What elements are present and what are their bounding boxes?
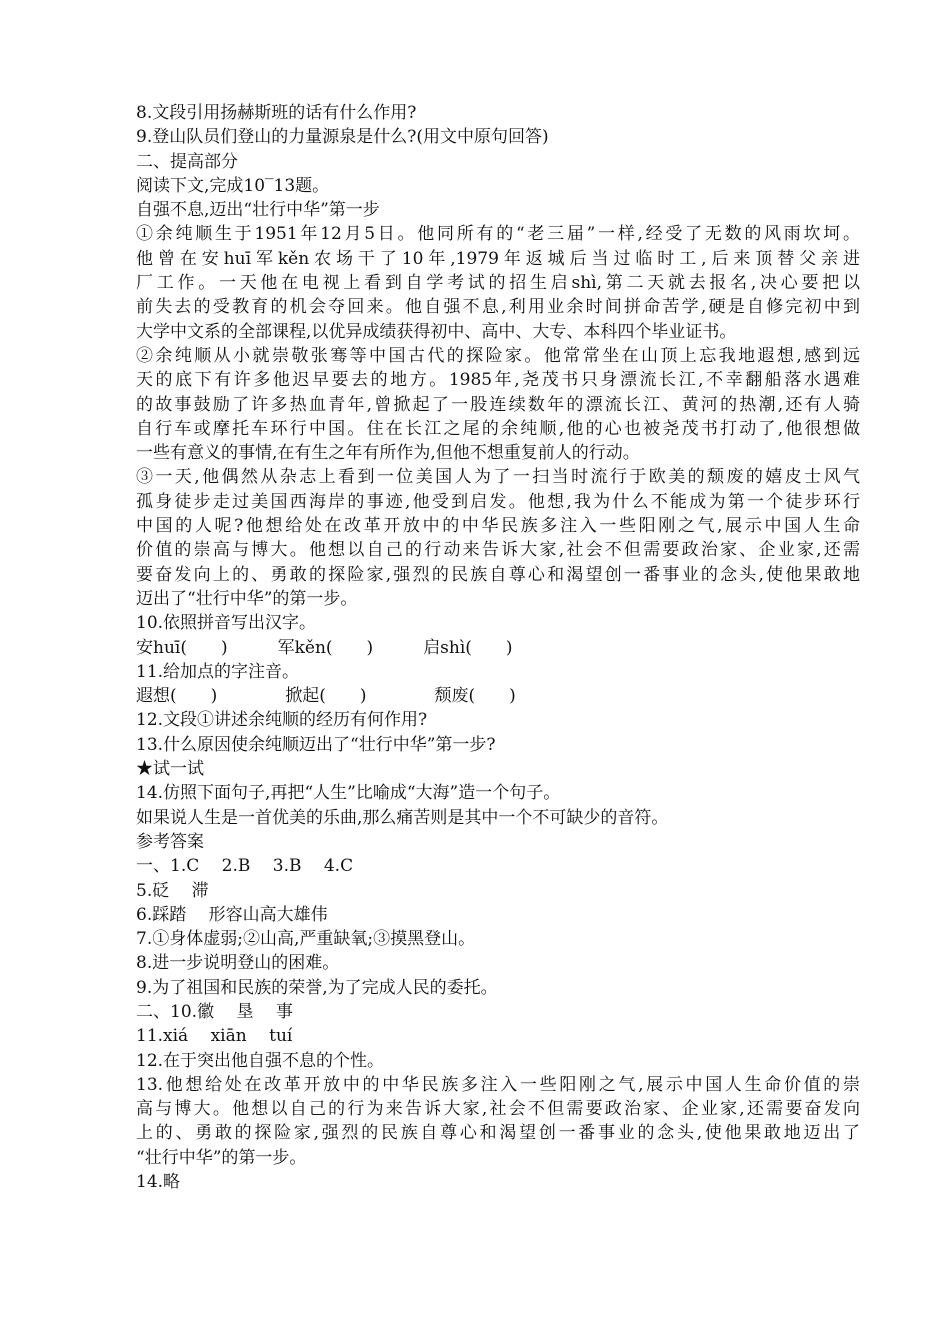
pinyin-item-shi: 启shì( ) [423,637,513,658]
paragraph-line: ②余纯顺从小就崇敬张骞等中国古代的探险家。他常常坐在山顶上忘我地遐想,感到远 [136,345,860,366]
document-content [136,101,860,1194]
answer-13 [136,1073,860,1170]
answer-5: 5.砭 滞 [136,880,209,901]
question-11-items [136,684,860,708]
article-paragraph-2 [136,344,860,465]
paragraph-line: ③一天,他偶然从杂志上看到一位美国人为了一扫当时流行于欧美的颓废的嬉皮士风气 [136,467,860,488]
answer-line: 13.他想给处在改革开放中的中华民族多注入一些阳刚之气,展示中国人生命价值的崇 [136,1074,860,1095]
question-12: 12.文段①讲述余纯顺的经历有何作用? [136,710,428,731]
paragraph-line: 他曾在安huī军kěn农场干了10年,1979年返城后当过临时工,后来顶替父亲进 [136,248,860,269]
question-10-items [136,636,860,660]
paragraph-line: 价值的崇高与博大。他想以自己的行动来告诉大家,社会不但需要政治家、企业家,还需 [136,540,860,561]
paragraph-line: 大学中文系的全部课程,以优异成绩获得初中、高中、大专、本科四个毕业证书。 [136,321,737,342]
question-8: 8.文段引用扬赫斯班的话有什么作用? [136,103,417,123]
question-11: 11.给加点的字注音。 [136,661,300,682]
answer-line: 上的、勇敢的探险家,强烈的民族自尊心和渴望创一番事业的念头,使他果敢地迈出了 [136,1123,860,1144]
answer-line: “壮行中华”的第一步。 [136,1147,307,1168]
question-9: 9.登山队员们登山的力量源泉是什么?(用文中原句回答) [136,127,549,148]
article-paragraph-1 [136,222,860,343]
answer-14: 14.略 [136,1172,181,1193]
article-paragraph-3 [136,465,860,611]
phonetic-item-tui: 颓废( ) [434,686,516,707]
paragraph-line: 孤身徒步走过美国西海岸的事迹,他受到启发。他想,我为什么不能成为第一个徒步环行 [136,491,860,512]
answer-7: 7.①身体虚弱;②山高,严重缺氧;③摸黑登山。 [136,929,476,950]
question-10: 10.依照拼音写出汉字。 [136,613,317,634]
paragraph-line: 的故事鼓励了许多热血青年,曾掀起了一股连续数年的漂流长江、黄河的热潮,还有人骑 [136,394,860,415]
try-it-heading: ★试一试 [136,759,204,780]
paragraph-line: ①余纯顺生于1951年12月5日。他同所有的“老三届”一样,经受了无数的风雨坎坷。 [136,224,860,245]
paragraph-line: 迈出了“壮行中华”的第一步。 [136,588,358,609]
article-title: 自强不息,迈出“壮行中华”第一步 [136,200,380,221]
paragraph-line: 前失去的受教育的机会夺回来。他自强不息,利用业余时间拼命苦学,硬是自修完初中到 [136,297,860,318]
paragraph-line: 一些有意义的事情,在有生之年有所作为,但他不想重复前人的行动。 [136,443,640,464]
paragraph-line: 自行车或摩托车环行中国。住在长江之尾的余纯顺,他的心也被尧茂书打动了,他很想做 [136,418,860,439]
answer-10: 二、10.徽 垦 事 [136,1001,293,1022]
question-14: 14.仿照下面句子,再把“人生”比喻成“大海”造一个句子。 [136,783,561,804]
answer-12: 12.在于突出他自强不息的个性。 [136,1050,385,1071]
paragraph-line: 中国的人呢?他想给处在改革开放中的中华民族多注入一些阳刚之气,展示中国人生命 [136,516,860,537]
question-13: 13.什么原因使余纯顺迈出了“壮行中华”第一步? [136,734,496,755]
answer-line: 高与博大。他想以自己的行为来告诉大家,社会不但需要政治家、企业家,还需要奋发向 [136,1099,860,1120]
example-sentence: 如果说人生是一首优美的乐曲,那么痛苦则是其中一个不可缺少的音符。 [136,807,669,828]
answer-11: 11.xiá xiān tuí [136,1026,293,1047]
answer-9: 9.为了祖国和民族的荣誉,为了完成人民的委托。 [136,977,498,998]
answers-heading: 参考答案 [136,831,204,852]
paragraph-line: 天的底下有许多他迟早要去的地方。1985年,尧茂书只身漂流长江,不幸翻船落水遇难 [136,370,860,391]
phonetic-item-xian: 掀起( ) [285,686,367,707]
pinyin-item-ken: 军kěn( ) [277,637,374,658]
phonetic-item-xia: 遐想( ) [136,686,218,707]
part2-heading: 二、提高部分 [136,151,238,172]
paragraph-line: 要奋发向上的、勇敢的探险家,强烈的民族自尊心和渴望创一番事业的念头,使他果敢地 [136,564,860,585]
pinyin-item-hui: 安huī( ) [136,637,228,658]
answer-6: 6.踩踏 形容山高大雄伟 [136,904,328,925]
reading-instruction: 阅读下文,完成10‾13题。 [136,175,330,196]
answer-8: 8.进一步说明登山的困难。 [136,953,340,974]
paragraph-line: 厂工作。一天他在电视上看到自学考试的招生启shì,第二天就去报名,决心要把以 [136,273,860,294]
answer-1-4: 一、1.C 2.B 3.B 4.C [136,856,354,877]
